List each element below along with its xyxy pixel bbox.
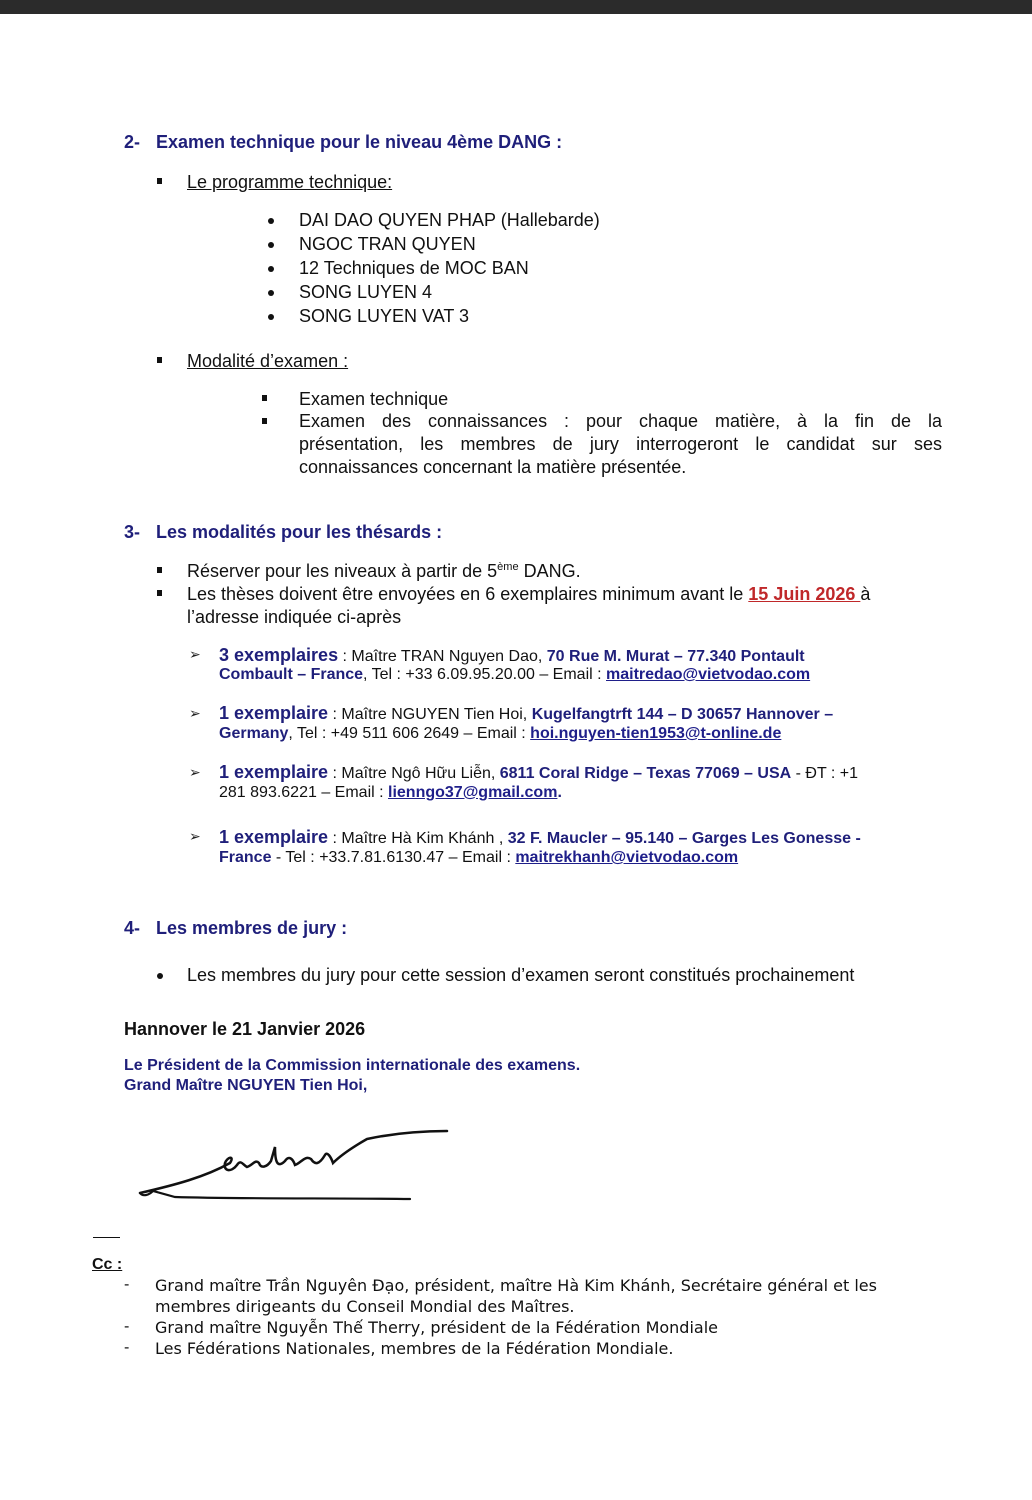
- signer-title: Le Président de la Commission internationale des examens.: [124, 1057, 581, 1074]
- recipient-contact: - Tel : +33.7.81.6130.47 – Email :: [271, 849, 516, 866]
- bullet-icon: [268, 218, 274, 224]
- modalite-item-line: présentation, les membres de jury interrogeront le candidat sur ses: [299, 434, 942, 454]
- bullet-text: DANG.: [518, 561, 581, 581]
- recipient-2-line2: [219, 725, 781, 743]
- square-bullet-icon: [262, 418, 267, 424]
- place-date: Hannover le 21 Janvier 2026: [124, 1019, 366, 1039]
- recipient-4: [219, 827, 861, 848]
- recipient-contact: 281 893.6221 – Email :: [219, 784, 389, 801]
- programme-item: SONG LUYEN 4: [299, 282, 433, 302]
- superscript: ème: [497, 561, 519, 573]
- recipient-contact: , Tel : +49 511 606 2649 – Email :: [288, 725, 531, 742]
- jury-item: Les membres du jury pour cette session d’examen seront constitués prochainement: [187, 965, 855, 985]
- recipient-contact: , Tel : +33 6.09.95.20.00 – Email :: [363, 666, 607, 683]
- email-link[interactable]: hoi.nguyen-tien1953@t-online.de: [530, 725, 782, 742]
- arrow-bullet-icon: ➢: [189, 646, 201, 662]
- recipient-address: 32 F. Maucler – 95.140 – Garges Les Gonesse -: [507, 830, 861, 847]
- section-title: Les modalités pour les thésards :: [156, 522, 443, 542]
- programme-item: DAI DAO QUYEN PHAP (Hallebarde): [299, 210, 600, 230]
- modalite-item: Examen technique: [299, 389, 449, 409]
- section-number: 3-: [124, 522, 141, 542]
- programme-label: Le programme technique:: [187, 172, 393, 192]
- section-title: Les membres de jury :: [156, 918, 348, 938]
- recipient-count: 3 exemplaires: [219, 645, 339, 665]
- programme-item: 12 Techniques de MOC BAN: [299, 258, 529, 278]
- recipient-name: : Maître Ngô Hữu Liễn,: [328, 765, 500, 782]
- recipient-count: 1 exemplaire: [219, 703, 329, 723]
- thesis-bullet-1: [187, 561, 581, 582]
- recipient-3-line2: [219, 784, 562, 802]
- section-2-heading: [124, 132, 562, 153]
- recipient-1: [219, 645, 805, 666]
- email-link[interactable]: lienngo37@gmail.com: [388, 784, 558, 801]
- recipient-address: Kugelfangtrft 144 – D 30657 Hannover –: [531, 706, 834, 723]
- recipient-name: : Maître Hà Kim Khánh ,: [328, 830, 508, 847]
- arrow-bullet-icon: ➢: [189, 828, 201, 844]
- bullet-icon: [268, 242, 274, 248]
- recipient-address: 6811 Coral Ridge – Texas 77069 – USA: [499, 765, 792, 782]
- recipient-name: : Maître TRAN Nguyen Dao,: [338, 648, 547, 665]
- bullet-text: Les thèses doivent être envoyées en 6 exemplaires minimum avant le: [187, 584, 749, 604]
- section-number: 4-: [124, 918, 141, 938]
- square-bullet-icon: [157, 567, 162, 573]
- separator-line: [93, 1237, 120, 1238]
- recipient-address: France: [219, 849, 272, 866]
- cc-item: Grand maître Nguyễn Thế Therry, président de la Fédération Mondiale: [155, 1318, 718, 1337]
- signature-image: [135, 1125, 455, 1210]
- section-number: 2-: [124, 132, 141, 152]
- bullet-text: Réserver pour les niveaux à partir de 5: [187, 561, 498, 581]
- modalite-label: Modalité d’examen :: [187, 351, 349, 371]
- modalite-item-line: Examen des connaissances : pour chaque matière, à la fin de la: [299, 411, 942, 431]
- recipient-name: : Maître NGUYEN Tien Hoi,: [328, 706, 532, 723]
- recipient-address: Germany: [219, 725, 289, 742]
- bullet-icon: [268, 266, 274, 272]
- bullet-icon: [268, 290, 274, 296]
- recipient-3: [219, 762, 858, 783]
- bullet-text: à: [860, 584, 871, 604]
- dash-bullet: -: [124, 1276, 130, 1293]
- punctuation: .: [557, 784, 562, 801]
- recipient-1-line2: [219, 666, 810, 684]
- programme-item: NGOC TRAN QUYEN: [299, 234, 476, 254]
- cc-item: Grand maître Trần Nguyên Đạo, président, maître Hà Kim Khánh, Secrétaire général et les: [155, 1276, 877, 1295]
- bullet-icon: [268, 314, 274, 320]
- recipient-count: 1 exemplaire: [219, 762, 329, 782]
- thesis-bullet-2-line2: l’adresse indiquée ci-après: [187, 607, 402, 627]
- cc-item: Les Fédérations Nationales, membres de la Fédération Mondiale.: [155, 1339, 674, 1358]
- signer-name: Grand Maître NGUYEN Tien Hoi,: [124, 1077, 368, 1094]
- top-bar: [0, 0, 1032, 14]
- thesis-bullet-2: [187, 584, 870, 605]
- recipient-count: 1 exemplaire: [219, 827, 329, 847]
- arrow-bullet-icon: ➢: [189, 764, 201, 780]
- recipient-phone: - ĐT : +1: [791, 765, 859, 782]
- email-link[interactable]: maitredao@vietvodao.com: [606, 666, 811, 683]
- recipient-address: 70 Rue M. Murat – 77.340 Pontault: [546, 648, 805, 665]
- arrow-bullet-icon: ➢: [189, 705, 201, 721]
- square-bullet-icon: [157, 590, 162, 596]
- square-bullet-icon: [262, 395, 267, 401]
- recipient-4-line2: [219, 849, 738, 867]
- deadline-date: 15 Juin 2026: [748, 584, 861, 604]
- section-4-heading: [124, 918, 347, 939]
- square-bullet-icon: [157, 178, 162, 184]
- section-3-heading: [124, 522, 442, 543]
- modalite-item-line: connaissances concernant la matière présentée.: [299, 457, 687, 477]
- cc-label: Cc :: [92, 1256, 123, 1273]
- cc-item-line2: membres dirigeants du Conseil Mondial des Maîtres.: [155, 1297, 575, 1316]
- square-bullet-icon: [157, 357, 162, 363]
- recipient-2: [219, 703, 833, 724]
- dash-bullet: -: [124, 1339, 130, 1356]
- recipient-address: Combault – France: [219, 666, 364, 683]
- email-link[interactable]: maitrekhanh@vietvodao.com: [515, 849, 739, 866]
- dash-bullet: -: [124, 1318, 130, 1335]
- section-title: Examen technique pour le niveau 4ème DANG :: [156, 132, 563, 152]
- programme-item: SONG LUYEN VAT 3: [299, 306, 470, 326]
- bullet-icon: [157, 973, 163, 979]
